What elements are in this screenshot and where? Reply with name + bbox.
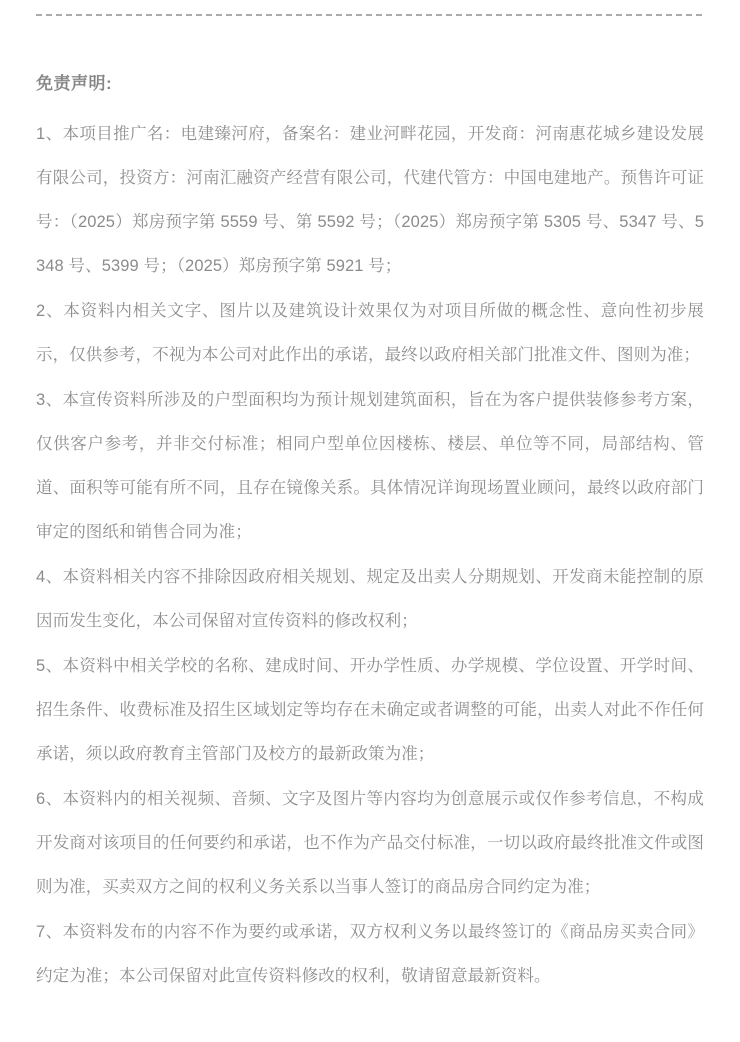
- disclaimer-paragraph-4: 4、本资料相关内容不排除因政府相关规划、规定及出卖人分期规划、开发商未能控制的原因而发生变化，本公司保留对宣传资料的修改权利；: [36, 568, 704, 630]
- disclaimer-paragraph-7: 7、本资料发布的内容不作为要约或承诺，双方权利义务以最终签订的《商品房买卖合同》约定为准；本公司保留对此宣传资料修改的权利，敬请留意最新资料。: [36, 923, 704, 985]
- disclaimer-page: [0, 14, 740, 1042]
- disclaimer-heading: 免责声明:: [36, 74, 113, 93]
- disclaimer-paragraph-6: 6、本资料内的相关视频、音频、文字及图片等内容均为创意展示或仅作参考信息，不构成开发商对该项目的任何要约和承诺，也不作为产品交付标准，一切以政府最终批准文件或图则为准，买卖双方之间的权利义务关系以当事人签订的商品房合同约定为准；: [36, 790, 704, 896]
- disclaimer-paragraph-5: 5、本资料中相关学校的名称、建成时间、开办学性质、办学规模、学位设置、开学时间、招生条件、收费标准及招生区域划定等均存在未确定或者调整的可能，出卖人对此不作任何承诺，须以政府教育主管部门及校方的最新政策为准；: [36, 657, 704, 763]
- disclaimer-paragraph-1: 1、本项目推广名：电建臻河府，备案名：建业河畔花园，开发商：河南惠花城乡建设发展有限公司，投资方：河南汇融资产经营有限公司，代建代管方：中国电建地产。预售许可证号：（2025）郑房预字第 5559 号、第 5592 号；（2025）郑房预字第 5305 号、5347 号、5348 号、5399 号；（2025）郑房预字第 5921 号；: [36, 125, 704, 275]
- disclaimer-paragraph-2: 2、本资料内相关文字、图片以及建筑设计效果仅为对项目所做的概念性、意向性初步展示，仅供参考，不视为本公司对此作出的承诺，最终以政府相关部门批准文件、图则为准；: [36, 302, 704, 364]
- dashed-divider: [36, 14, 704, 16]
- disclaimer-paragraph-3: 3、本宣传资料所涉及的户型面积均为预计规划建筑面积，旨在为客户提供装修参考方案，仅供客户参考，并非交付标准；相同户型单位因楼栋、楼层、单位等不同，局部结构、管道、面积等可能有所不同，且存在镜像关系。具体情况详询现场置业顾问，最终以政府部门审定的图纸和销售合同为准；: [36, 391, 704, 541]
- disclaimer-body: [36, 112, 704, 998]
